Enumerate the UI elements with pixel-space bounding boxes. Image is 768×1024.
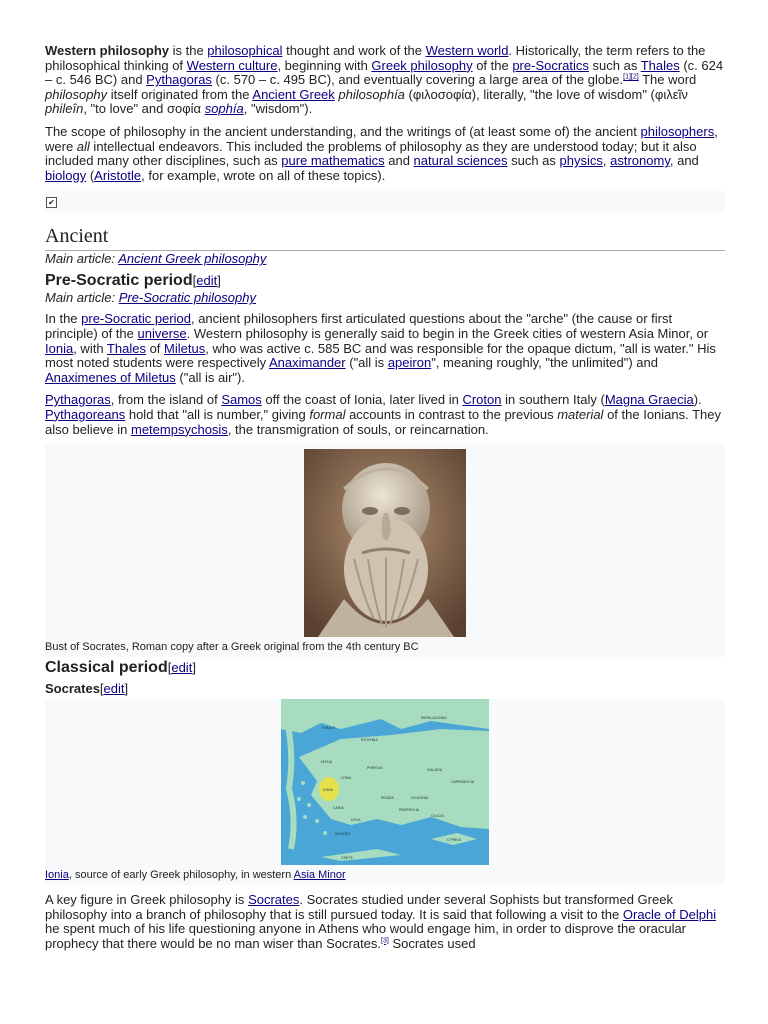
link-asia-minor[interactable]: Asia Minor xyxy=(293,869,346,882)
article-body xyxy=(45,44,725,959)
section-heading-ancient: Ancient xyxy=(45,225,725,251)
link-ionia[interactable]: Ionia xyxy=(45,340,74,356)
link-anaximenes[interactable]: Anaximenes of Miletus xyxy=(45,369,176,385)
socrates-paragraph-1: A key figure in Greek philosophy is Socrates. Socrates studied under several Sophists but transformed Greek philosophy into a branch of philosophy that is still pursued today. It is said that following a visit to the Oracle of Delphi he spent much of his life questioning anyone in Athens who would engage him, in order to disprove the oracular prophecy that there would be no man wiser than Socrates.[3] Socrates used xyxy=(45,892,717,951)
link-aristotle[interactable]: Aristotle xyxy=(94,167,142,183)
link-pre-socratic-philosophy[interactable]: Pre-Socratic philosophy xyxy=(118,290,256,306)
edit-link-classical[interactable]: edit xyxy=(171,660,193,676)
map-label: PISIDIA xyxy=(381,796,394,801)
link-biology[interactable]: biology xyxy=(45,167,87,183)
figure-socrates-bust xyxy=(45,443,725,657)
map-label: LYDIA xyxy=(341,776,352,781)
pre-socratic-paragraph-1: In the pre-Socratic period, ancient philosophers first articulated questions about the "arche" (the cause or first principle) of the universe. Western philosophy is generally said to begin in the Greek cities of western Asia Minor, or Ionia, with Thales of Miletus, who was active c. 585 BC and was responsible for the opaque dictum, "all is water." His most noted students were respectively Anaximander ("all is apeiron", meaning roughly, "the unlimited") and Anaximenes of Miletus ("all is air"). xyxy=(45,311,716,385)
heading-classical-period: Classical period[edit] xyxy=(45,659,196,677)
heading-pre-socratic-period: Pre-Socratic period[edit] xyxy=(45,272,221,290)
collapsed-box xyxy=(45,191,725,213)
map-of-asia-minor[interactable] xyxy=(281,699,489,865)
link-samos[interactable]: Samos xyxy=(221,392,262,408)
citation-3[interactable]: [3] xyxy=(381,937,389,945)
map-label: LYCAONIA xyxy=(411,796,429,801)
link-sophia[interactable]: sophía xyxy=(204,101,244,117)
link-metempsychosis[interactable]: metempsychosis xyxy=(131,421,228,437)
citation-1-2[interactable]: [1][2] xyxy=(623,73,639,81)
hatnote-ancient: Main article: Ancient Greek philosophy xyxy=(45,251,267,267)
link-western-world[interactable]: Western world xyxy=(425,43,509,58)
link-pythagoreans[interactable]: Pythagoreans xyxy=(45,406,126,422)
link-ancient-greek-philosophy[interactable]: Ancient Greek philosophy xyxy=(118,251,267,267)
map-label: CAPPADOCIA xyxy=(451,780,475,785)
link-thales-2[interactable]: Thales xyxy=(106,340,146,356)
socrates-bust-image[interactable] xyxy=(304,449,466,637)
map-label: IONIA xyxy=(323,788,334,793)
link-pre-socratics[interactable]: pre-Socratics xyxy=(512,57,589,73)
map-label: PAMPHYLIA xyxy=(399,808,420,813)
intro-paragraph-1: Western philosophy is the philosophical thought and work of the Western world. Historically, the term refers to the philosophical thinking of Western culture, beginning with Greek philosophy of the pre-Socratics such as Thales (c. 624 – c. 546 BC) and Pythagoras (c. 570 – c. 495 BC), and eventually covering a large area of the globe.[1][2] The word philosophy itself originated from the Ancient Greek philosophía (φιλοσοφία), literally, "the love of wisdom" (φιλεῖν phileîn, "to love" and σοφία sophía, "wisdom"). xyxy=(45,43,724,117)
link-pythagoras[interactable]: Pythagoras xyxy=(146,72,212,88)
intro-paragraph-2: The scope of philosophy in the ancient understanding, and the writings of (at least some of) the ancient philosophers, were all intellectual endeavors. This included the problems of philosophy as they are understood today; but it also included many other disciplines, such as pure mathematics and natural sciences such as physics, astronomy, and biology (Aristotle, for example, wrote on all of these topics). xyxy=(45,123,718,183)
link-ionia-caption[interactable]: Ionia xyxy=(45,869,69,882)
link-anaximander[interactable]: Anaximander xyxy=(269,355,346,371)
map-label: CILICIA xyxy=(431,814,444,819)
link-greek-philosophy[interactable]: Greek philosophy xyxy=(371,57,473,73)
map-label: MYSIA xyxy=(321,760,333,765)
hatnote-pre-socratic: Main article: Pre-Socratic philosophy xyxy=(45,290,256,306)
figure-caption-bust: Bust of Socrates, Roman copy after a Greek original from the 4th century BC xyxy=(45,641,419,654)
edit-section-link: [edit] xyxy=(192,273,221,289)
link-magna-graecia[interactable]: Magna Graecia xyxy=(604,392,694,408)
link-philosophical[interactable]: philosophical xyxy=(207,43,283,58)
edit-section-link: [edit] xyxy=(167,660,196,676)
link-pre-socratic-period[interactable]: pre-Socratic period xyxy=(81,311,191,327)
edit-link-pre-socratic[interactable]: edit xyxy=(196,273,218,289)
link-croton[interactable]: Croton xyxy=(462,392,502,408)
link-universe[interactable]: universe xyxy=(137,325,187,341)
link-natural-sciences[interactable]: natural sciences xyxy=(413,153,508,169)
map-label: CRETE xyxy=(341,856,353,861)
link-oracle-of-delphi[interactable]: Oracle of Delphi xyxy=(622,906,717,922)
edit-section-link: [edit] xyxy=(99,681,129,697)
map-label: RHODES xyxy=(335,832,351,837)
map-label: CYPRUS xyxy=(447,838,462,843)
map-label: PAPHLAGONIA xyxy=(421,716,447,721)
map-label: BITHYNIA xyxy=(361,738,378,743)
figure-caption-map: Ionia, source of early Greek philosophy, in western Asia Minor xyxy=(45,869,346,882)
link-astronomy[interactable]: astronomy xyxy=(610,153,670,169)
checkbox[interactable]: ✔ xyxy=(46,197,57,208)
link-thales[interactable]: Thales xyxy=(640,57,680,73)
map-label: PHRYGIA xyxy=(367,766,383,771)
link-pythagoras-2[interactable]: Pythagoras xyxy=(45,392,111,408)
map-label: THRACE xyxy=(321,726,336,731)
link-physics[interactable]: physics xyxy=(559,153,603,169)
link-philosophers[interactable]: philosophers xyxy=(640,123,715,139)
heading-socrates: Socrates[edit] xyxy=(45,681,129,697)
map-label: CARIA xyxy=(333,806,344,811)
map-label: GALATIA xyxy=(427,768,443,773)
link-ancient-greek[interactable]: Ancient Greek xyxy=(252,86,335,102)
pre-socratic-paragraph-2: Pythagoras, from the island of Samos off the coast of Ionia, later lived in Croton in southern Italy (Magna Graecia). Pythagoreans hold that "all is number," giving formal accounts in contrast to the previous material of the Ionians. They also believe in metempsychosis, the transmigration of souls, or reincarnation. xyxy=(45,392,722,437)
link-western-culture[interactable]: Western culture xyxy=(186,57,278,73)
link-apeiron[interactable]: apeiron xyxy=(387,355,432,371)
edit-link-socrates[interactable]: edit xyxy=(103,681,125,697)
link-miletus[interactable]: Miletus xyxy=(164,340,206,356)
link-pure-mathematics[interactable]: pure mathematics xyxy=(281,153,385,169)
map-label: LYCIA xyxy=(351,818,361,823)
link-socrates[interactable]: Socrates xyxy=(248,892,300,908)
figure-ionia-map xyxy=(45,699,725,885)
